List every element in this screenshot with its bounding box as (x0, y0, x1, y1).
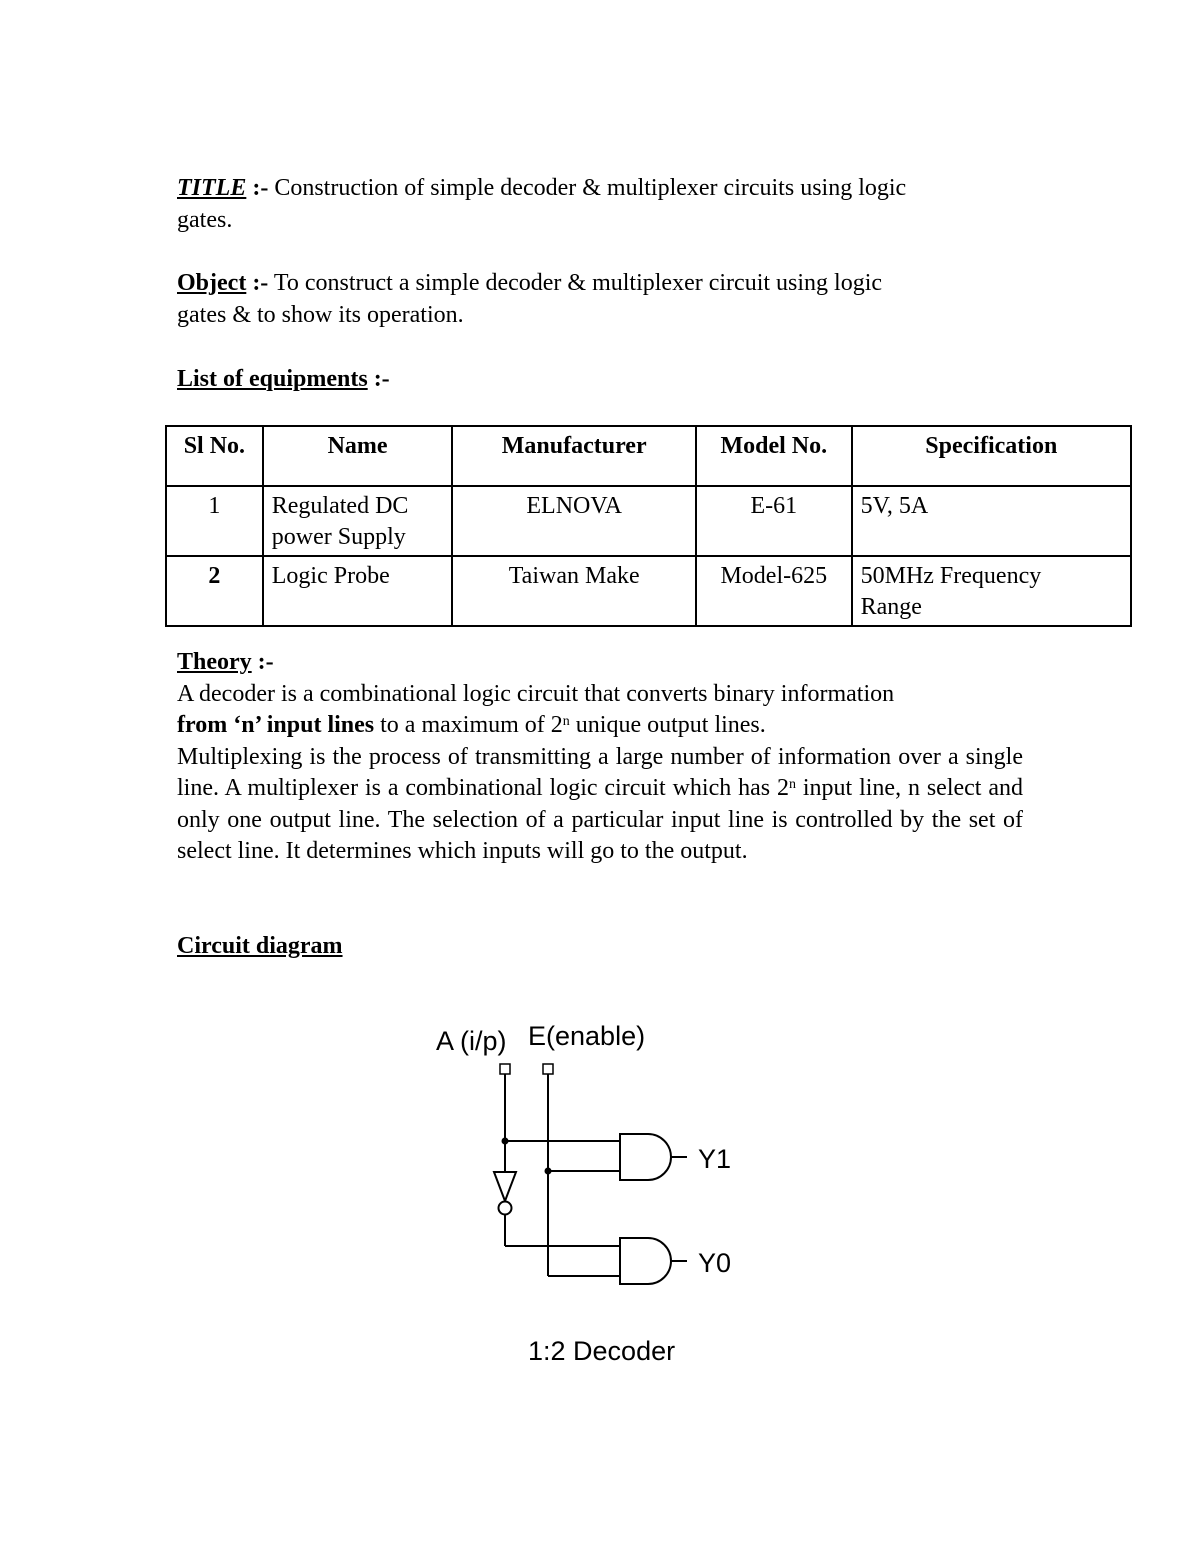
theory-label: Theory (177, 649, 252, 675)
title-label: TITLE (177, 175, 247, 201)
cell-name-line2: power Supply (271, 524, 406, 550)
theory-section (177, 647, 1023, 868)
input-a-terminal (500, 1064, 510, 1074)
title-separator: :- (246, 175, 269, 201)
junction-dot-a (502, 1138, 509, 1145)
theory-line2-sup: n (562, 714, 570, 729)
title-paragraph (177, 173, 906, 236)
theory-para2-b: input line, n select and only one output line. The selection of a particular input line is controlled by the set of select line. It determines which inputs will go to the output. (177, 775, 1024, 864)
cell-spec-line1: 50MHz Frequency (860, 563, 1042, 589)
object-text-line2: gates & to show its operation. (177, 301, 464, 328)
cell-manufacturer: ELNOVA (452, 486, 696, 556)
cell-sl: 2 (166, 556, 263, 626)
equipment-table (165, 425, 1132, 627)
theory-line2-a: to a maximum of 2 (374, 712, 563, 738)
theory-line1: A decoder is a combinational logic circuit that converts binary information (177, 680, 895, 707)
output-y0-label: Y0 (698, 1248, 732, 1278)
theory-para2-a: Multiplexing is the process of transmitting a large number of information over a single line. A multiplexer is a combinational logic circuit which has 2 (177, 743, 1023, 801)
object-separator: :- (246, 270, 269, 296)
cell-model: Model-625 (696, 556, 852, 626)
cell-model: E-61 (696, 486, 852, 556)
cell-spec (852, 556, 1131, 626)
junction-dot-e (545, 1168, 552, 1175)
cell-spec: 5V, 5A (852, 486, 1131, 556)
theory-line2-bold: from ‘n’ input lines (177, 712, 375, 738)
header-specification: Specification (852, 426, 1131, 486)
object-label: Object (177, 270, 247, 296)
theory-para2-sup: n (789, 777, 796, 792)
circuit-heading (177, 931, 343, 963)
input-e-label: E(enable) (528, 1021, 646, 1051)
object-text-line1: To construct a simple decoder & multiplexer circuit using logic (268, 270, 883, 296)
decoder-circuit-diagram (420, 1010, 760, 1380)
cell-name (263, 486, 453, 556)
input-a-label: A (i/p) (436, 1026, 507, 1056)
cell-name: Logic Probe (263, 556, 453, 626)
header-sl-no: Sl No. (166, 426, 263, 486)
cell-spec-line2: Range (860, 594, 922, 620)
cell-manufacturer: Taiwan Make (452, 556, 696, 626)
theory-separator: :- (251, 649, 274, 675)
object-paragraph (177, 268, 882, 331)
not-gate-bubble-icon (499, 1202, 512, 1215)
header-model-no: Model No. (696, 426, 852, 486)
table-header-row (166, 426, 1131, 486)
and-gate-y1-icon (620, 1134, 671, 1180)
output-y1-label: Y1 (698, 1144, 732, 1174)
header-name: Name (263, 426, 453, 486)
and-gate-y0-icon (620, 1238, 671, 1284)
equipment-heading (177, 364, 390, 396)
cell-name-line1: Regulated DC (271, 493, 409, 519)
equipment-label: List of equipments (177, 366, 368, 392)
not-gate-icon (494, 1172, 516, 1201)
title-text-line2: gates. (177, 206, 233, 233)
equipment-separator: :- (367, 366, 390, 392)
header-manufacturer: Manufacturer (452, 426, 696, 486)
title-text-line1: Construction of simple decoder & multiplexer circuits using logic (268, 175, 907, 201)
input-e-terminal (543, 1064, 553, 1074)
table-row (166, 486, 1131, 556)
theory-line2-b: unique output lines. (569, 712, 766, 738)
circuit-label: Circuit diagram (177, 933, 343, 959)
cell-sl: 1 (166, 486, 263, 556)
diagram-caption: 1:2 Decoder (528, 1336, 676, 1366)
table-row (166, 556, 1131, 626)
